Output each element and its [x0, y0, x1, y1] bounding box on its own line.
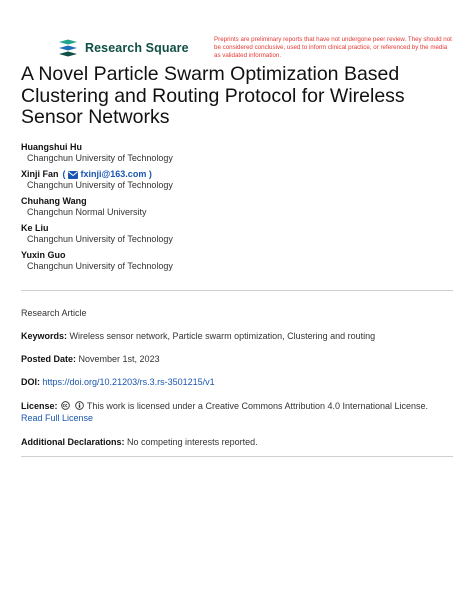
author-affiliation: Changchun University of Technology: [27, 180, 173, 190]
author-entry: [21, 142, 451, 164]
author-affiliation: Changchun University of Technology: [27, 234, 173, 244]
divider: [21, 290, 453, 291]
posted-date-value: November 1st, 2023: [78, 354, 160, 364]
article-type: Research Article: [21, 308, 87, 318]
author-entry: [21, 196, 451, 218]
author-email-link[interactable]: [63, 169, 152, 180]
license-label: License:: [21, 401, 58, 411]
author-name: Huangshui Hu: [21, 142, 82, 152]
author-email[interactable]: fxinji@163.com: [80, 169, 147, 179]
logo-text: Research Square: [85, 41, 189, 55]
author-entry: [21, 169, 451, 191]
posted-date-label: Posted Date:: [21, 354, 77, 364]
open-paren: (: [62, 169, 66, 179]
posted-date-row: [21, 353, 453, 365]
author-list: [21, 142, 451, 277]
author-name: Chuhang Wang: [21, 196, 87, 206]
close-paren: ): [146, 169, 152, 179]
preprint-notice: Preprints are preliminary reports that have not undergone peer review. They should not be considered conclusive, used to inform clinical practice, or referenced by the media as validated information.: [214, 36, 452, 59]
license-row: [21, 400, 453, 424]
author-name: Ke Liu: [21, 223, 49, 233]
author-affiliation: Changchun Normal University: [27, 207, 147, 217]
doi-link[interactable]: https://doi.org/10.21203/rs.3.rs-3501215/v1: [42, 377, 215, 387]
keywords-label: Keywords:: [21, 331, 68, 341]
declarations-row: [21, 436, 453, 448]
author-name-row: [21, 169, 451, 180]
declarations-value: No competing interests reported.: [127, 437, 258, 447]
author-name: Yuxin Guo: [21, 250, 66, 260]
keywords-row: [21, 330, 453, 342]
keywords-value: Wireless sensor network, Particle swarm optimization, Clustering and routing: [69, 331, 376, 341]
doi-row: [21, 376, 453, 388]
author-affiliation: Changchun University of Technology: [27, 261, 173, 271]
attribution-icon: [75, 401, 84, 410]
declarations-label: Additional Declarations:: [21, 437, 125, 447]
research-square-logo-icon: [57, 39, 79, 57]
paper-title: A Novel Particle Swarm Optimization Based Clustering and Routing Protocol for Wireless Sensor Networks: [21, 63, 405, 128]
creative-commons-icon: [61, 401, 70, 410]
envelope-icon: [68, 171, 78, 179]
author-affiliation: Changchun University of Technology: [27, 153, 173, 163]
author-name: Xinji Fan: [21, 169, 59, 179]
author-entry: [21, 250, 451, 272]
license-text: This work is licensed under a Creative Commons Attribution 4.0 International License.: [86, 401, 429, 411]
read-full-license-link[interactable]: Read Full License: [21, 413, 94, 423]
doi-label: DOI:: [21, 377, 40, 387]
author-entry: [21, 223, 451, 245]
divider: [21, 456, 453, 457]
research-square-logo[interactable]: [57, 38, 189, 58]
